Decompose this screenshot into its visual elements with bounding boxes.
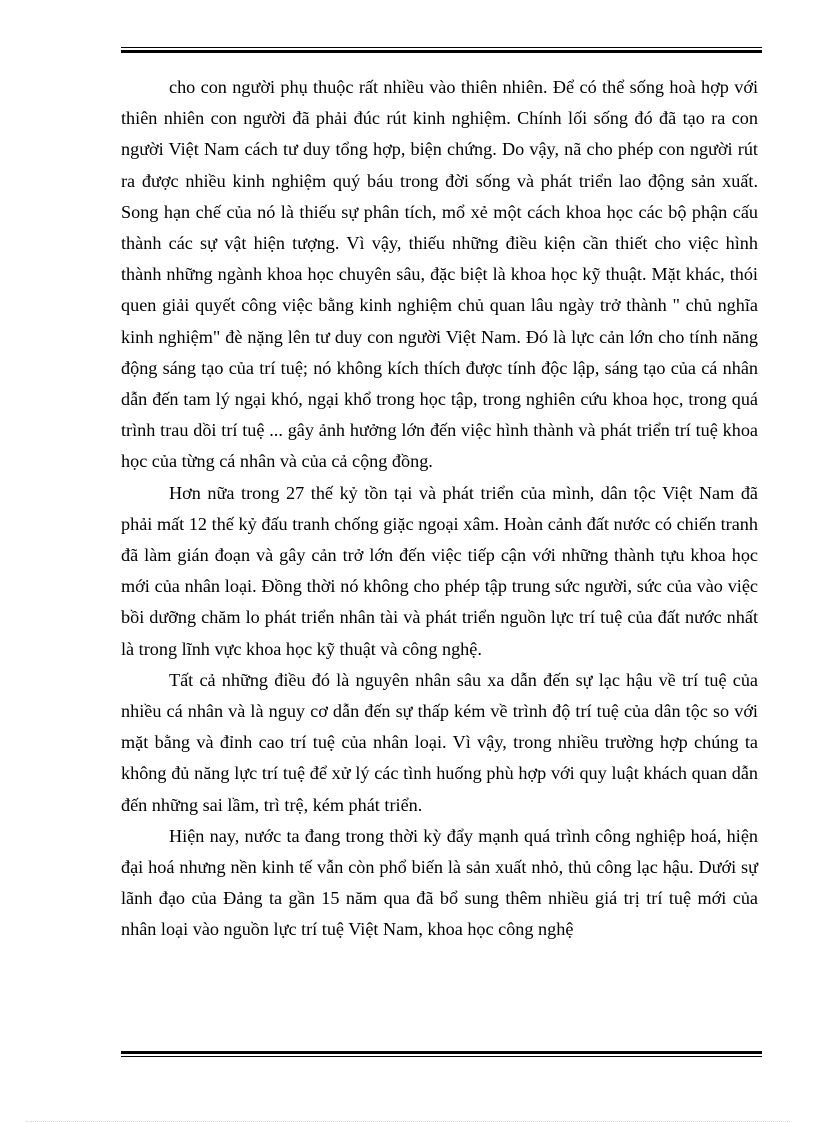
footer-rule-thick-line <box>121 1051 762 1054</box>
paragraph: Hơn nữa trong 27 thế kỷ tồn tại và phát triển của mình, dân tộc Việt Nam đã phải mất 12 thế kỷ đấu tranh chống giặc ngoại xâm. Hoàn cảnh đất nước có chiến tranh đã làm gián đoạn và gây cản trở lớn đến việc tiếp cận với những thành tựu khoa học mới của nhân loại. Đồng thời nó không cho phép tập trung sức người, sức của vào việc bồi dưỡng chăm lo phát triển nhân tài và phát triển nguồn lực trí tuệ của đất nước nhất là trong lĩnh vực khoa học kỹ thuật và công nghệ. <box>121 482 758 659</box>
footer-rule-thin-line <box>121 1056 762 1057</box>
header-rule-thin-line <box>121 47 762 48</box>
paragraph: Tất cả những điều đó là nguyên nhân sâu xa dẫn đến sự lạc hậu về trí tuệ của nhiều cá nhân và là nguy cơ dẫn đến sự thấp kém về trình độ trí tuệ của dân tộc so với mặt bằng và đỉnh cao trí tuệ của nhân loại. Vì vậy, trong nhiều trường hợp chúng ta không đủ năng lực trí tuệ để xử lý các tình huống phù hợp với quy luật khách quan dẫn đến những sai lầm, trì trệ, kém phát triển. <box>121 669 758 815</box>
document-body <box>121 72 758 946</box>
paragraph: Hiện nay, nước ta đang trong thời kỳ đẩy mạnh quá trình công nghiệp hoá, hiện đại hoá nhưng nền kinh tế vẫn còn phổ biến là sản xuất nhỏ, thủ công lạc hậu. Dưới sự lãnh đạo của Đảng ta gần 15 năm qua đã bổ sung thêm nhiều giá trị trí tuệ mới của nhân loại vào nguồn lực trí tuệ Việt Nam, khoa học công nghệ <box>121 825 758 940</box>
page-edge-divider <box>26 1121 790 1122</box>
header-rule-thick-line <box>121 50 762 53</box>
footer-rule <box>121 1051 762 1057</box>
paragraph: cho con người phụ thuộc rất nhiều vào thiên nhiên. Để có thể sống hoà hợp với thiên nhiên con người đã phải đúc rút kinh nghiệm. Chính lối sống đó đã tạo ra con người Việt Nam cách tư duy tổng hợp, biện chứng. Do vậy, nã cho phép con người rút ra được nhiều kinh nghiệm quý báu trong đời sống và phát triển lao động sản xuất. Song hạn chế của nó là thiếu sự phân tích, mổ xẻ một cách khoa học các bộ phận cấu thành các sự vật hiện tượng. Vì vậy, thiếu những điều kiện cần thiết cho việc hình thành những ngành khoa học chuyên sâu, đặc biệt là khoa học kỹ thuật. Mặt khác, thói quen giải quyết công việc bằng kinh nghiệm chủ quan lâu ngày trở thành " chủ nghĩa kinh nghiệm" đè nặng lên tư duy con người Việt Nam. Đó là lực cản lớn cho tính năng động sáng tạo của trí tuệ; nó không kích thích được tính độc lập, sáng tạo của cá nhân dẫn đến tam lý ngại khó, ngại khổ trong học tập, trong nghiên cứu khoa học, trong quá trình trau dồi trí tuệ ... gây ảnh hưởng lớn đến việc hình thành và phát triển trí tuệ khoa học của từng cá nhân và của cả cộng đồng. <box>121 77 758 472</box>
header-rule <box>121 47 762 53</box>
